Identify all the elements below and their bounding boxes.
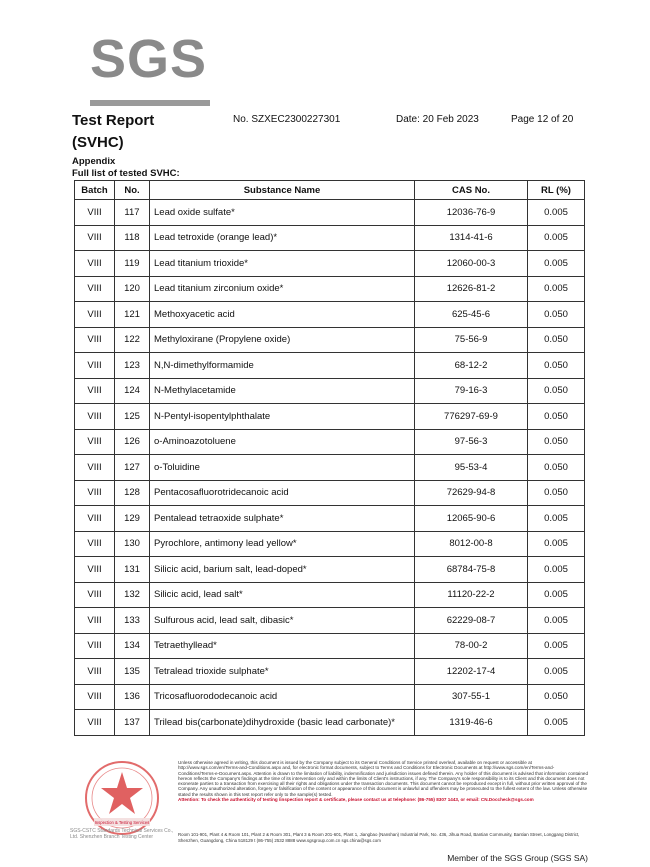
cell-no: 127 [115, 455, 150, 481]
cell-no: 130 [115, 531, 150, 557]
cell-cas: 68784-75-8 [415, 557, 528, 583]
cell-substance: Tricosafluorododecanoic acid [150, 684, 415, 710]
cell-cas: 97-56-3 [415, 429, 528, 455]
cell-no: 119 [115, 251, 150, 277]
col-cas: CAS No. [415, 181, 528, 200]
cell-batch: VIII [75, 251, 115, 277]
cell-no: 129 [115, 506, 150, 532]
cell-rl: 0.050 [528, 429, 585, 455]
cell-no: 121 [115, 302, 150, 328]
cell-cas: 1319-46-6 [415, 710, 528, 736]
cell-substance: Lead tetroxide (orange lead)* [150, 225, 415, 251]
cell-rl: 0.050 [528, 684, 585, 710]
table-row [75, 404, 585, 430]
cell-rl: 0.005 [528, 225, 585, 251]
cell-no: 133 [115, 608, 150, 634]
cell-rl: 0.050 [528, 353, 585, 379]
cell-batch: VIII [75, 659, 115, 685]
table-row [75, 302, 585, 328]
table-row [75, 531, 585, 557]
cell-rl: 0.050 [528, 378, 585, 404]
cell-cas: 11120-22-2 [415, 582, 528, 608]
cell-rl: 0.005 [528, 200, 585, 226]
cell-batch: VIII [75, 225, 115, 251]
cell-batch: VIII [75, 302, 115, 328]
table-row [75, 506, 585, 532]
page-number: Page 12 of 20 [511, 114, 574, 125]
table-row [75, 608, 585, 634]
svhc-table [74, 180, 585, 736]
cell-batch: VIII [75, 531, 115, 557]
cell-no: 134 [115, 633, 150, 659]
report-date: Date: 20 Feb 2023 [396, 114, 479, 125]
cell-cas: 75-56-9 [415, 327, 528, 353]
cell-no: 117 [115, 200, 150, 226]
cell-rl: 0.050 [528, 302, 585, 328]
table-row [75, 684, 585, 710]
cell-no: 132 [115, 582, 150, 608]
address-text: Room 101-901, Plant 4 & Room 101, Plant 2 & Room 301, Plant 3 & Room 201-601, Plant 1, Jiangbao (Nanshan) Industrial Park, No. 436, Jihua Road, Bantian Community, Bantian Street, Longgang District, Shenzhen, Guangdong, China 518129 t (86-755) 2532 8888 www.sgsgroup.com.cn sgs.china@sgs.com [178, 832, 580, 843]
logo-underline [90, 100, 210, 106]
disclaimer-text [178, 760, 590, 802]
cell-batch: VIII [75, 200, 115, 226]
cell-no: 131 [115, 557, 150, 583]
cell-batch: VIII [75, 327, 115, 353]
cell-batch: VIII [75, 608, 115, 634]
cell-batch: VIII [75, 557, 115, 583]
seal-label: Inspection & Testing Services [94, 820, 150, 825]
cell-substance: Tetralead trioxide sulphate* [150, 659, 415, 685]
cell-cas: 78-00-2 [415, 633, 528, 659]
cell-cas: 1314-41-6 [415, 225, 528, 251]
appendix-heading: Appendix [72, 156, 116, 167]
cell-substance: Trilead bis(carbonate)dihydroxide (basic lead carbonate)* [150, 710, 415, 736]
table-row [75, 710, 585, 736]
cell-substance: Lead titanium trioxide* [150, 251, 415, 277]
cell-rl: 0.005 [528, 506, 585, 532]
table-row [75, 327, 585, 353]
cell-substance: Pyrochlore, antimony lead yellow* [150, 531, 415, 557]
cell-substance: o-Aminoazotoluene [150, 429, 415, 455]
cell-batch: VIII [75, 506, 115, 532]
cell-no: 136 [115, 684, 150, 710]
cell-cas: 12065-90-6 [415, 506, 528, 532]
table-header-row [75, 181, 585, 200]
table-row [75, 582, 585, 608]
cell-substance: Pentacosafluorotridecanoic acid [150, 480, 415, 506]
cell-no: 135 [115, 659, 150, 685]
cell-rl: 0.005 [528, 582, 585, 608]
cell-no: 128 [115, 480, 150, 506]
cell-batch: VIII [75, 404, 115, 430]
cell-cas: 79-16-3 [415, 378, 528, 404]
cell-cas: 95-53-4 [415, 455, 528, 481]
report-number: No. SZXEC2300227301 [233, 114, 341, 125]
cell-substance: o-Toluidine [150, 455, 415, 481]
cell-cas: 12036-76-9 [415, 200, 528, 226]
cell-batch: VIII [75, 353, 115, 379]
cell-rl: 0.005 [528, 557, 585, 583]
cell-rl: 0.050 [528, 404, 585, 430]
col-rl: RL (%) [528, 181, 585, 200]
cell-cas: 307-55-1 [415, 684, 528, 710]
cell-cas: 68-12-2 [415, 353, 528, 379]
cell-substance: N,N-dimethylformamide [150, 353, 415, 379]
cell-substance: Lead oxide sulfate* [150, 200, 415, 226]
cell-no: 118 [115, 225, 150, 251]
table-row [75, 225, 585, 251]
cell-substance: Silicic acid, barium salt, lead-doped* [150, 557, 415, 583]
cell-batch: VIII [75, 429, 115, 455]
table-row [75, 455, 585, 481]
cell-rl: 0.005 [528, 251, 585, 277]
table-row [75, 353, 585, 379]
cell-substance: Silicic acid, lead salt* [150, 582, 415, 608]
cell-batch: VIII [75, 455, 115, 481]
cell-batch: VIII [75, 582, 115, 608]
sgs-logo [90, 29, 208, 90]
cell-no: 126 [115, 429, 150, 455]
table-row [75, 200, 585, 226]
cell-rl: 0.005 [528, 710, 585, 736]
cell-no: 120 [115, 276, 150, 302]
cell-no: 137 [115, 710, 150, 736]
cell-rl: 0.050 [528, 480, 585, 506]
col-no: No. [115, 181, 150, 200]
cell-batch: VIII [75, 710, 115, 736]
cell-cas: 62229-08-7 [415, 608, 528, 634]
cell-cas: 776297-69-9 [415, 404, 528, 430]
cell-batch: VIII [75, 378, 115, 404]
cell-substance: N-Methylacetamide [150, 378, 415, 404]
cell-no: 122 [115, 327, 150, 353]
cell-substance: Methoxyacetic acid [150, 302, 415, 328]
cell-no: 123 [115, 353, 150, 379]
attention-text: Attention: To check the authenticity of testing /inspection report & certificate, please contact us at telephone: (86-755) 8307 1443, or email: CN.Doccheck@sgs.com [178, 797, 534, 803]
table-row [75, 378, 585, 404]
cell-batch: VIII [75, 276, 115, 302]
col-substance: Substance Name [150, 181, 415, 200]
cell-substance: Sulfurous acid, lead salt, dibasic* [150, 608, 415, 634]
cell-no: 124 [115, 378, 150, 404]
footer [70, 758, 590, 850]
cell-cas: 12202-17-4 [415, 659, 528, 685]
cell-no: 125 [115, 404, 150, 430]
table-row [75, 659, 585, 685]
cell-substance: Tetraethyllead* [150, 633, 415, 659]
cell-cas: 625-45-6 [415, 302, 528, 328]
cell-substance: Pentalead tetraoxide sulphate* [150, 506, 415, 532]
cell-rl: 0.005 [528, 608, 585, 634]
cell-rl: 0.050 [528, 455, 585, 481]
cell-cas: 12626-81-2 [415, 276, 528, 302]
table-row [75, 429, 585, 455]
cell-rl: 0.005 [528, 531, 585, 557]
report-subtitle: (SVHC) [72, 134, 124, 151]
cell-substance: Lead titanium zirconium oxide* [150, 276, 415, 302]
disclaimer: Unless otherwise agreed in writing, this document is issued by the Company subject to its General Conditions of Service printed overleaf, available on request or accessible at http://www.sgs.com/en/Terms-and-Conditions.aspx and, for electronic format documents, subject to Terms and Conditions for Electronic Documents at http://www.sgs.com/en/Terms-and-Conditions/Terms-e-Document.aspx. Attention is drawn to the limitation of liability, indemnification and jurisdiction issues defined therein. Any holder of this document is advised that information contained hereon reflects the Company's findings at the time of its intervention only and within the limits of Client's instructions, if any. The Company's sole responsibility is to its Client and this document does not exonerate parties to a transaction from exercising all their rights and obligations under the transaction documents. This document cannot be reproduced except in full, without prior written approval of the Company. Any unauthorized alteration, forgery or falsification of the content or appearance of this document is unlawful and offenders may be prosecuted to the fullest extent of the law. Unless otherwise stated the results shown in this test report refer only to the sample(s) tested. [178, 760, 588, 797]
cell-substance: Methyloxirane (Propylene oxide) [150, 327, 415, 353]
col-batch: Batch [75, 181, 115, 200]
full-list-heading: Full list of tested SVHC: [72, 168, 180, 179]
cell-batch: VIII [75, 684, 115, 710]
table-row [75, 251, 585, 277]
table-row [75, 557, 585, 583]
cell-rl: 0.005 [528, 659, 585, 685]
logo-text: SGS [90, 29, 208, 89]
cell-cas: 72629-94-8 [415, 480, 528, 506]
table-row [75, 276, 585, 302]
cell-cas: 12060-00-3 [415, 251, 528, 277]
member-note: Member of the SGS Group (SGS SA) [447, 853, 588, 863]
cell-rl: 0.050 [528, 327, 585, 353]
cell-batch: VIII [75, 633, 115, 659]
cell-rl: 0.005 [528, 633, 585, 659]
table-row [75, 633, 585, 659]
report-title: Test Report [72, 112, 155, 129]
table-row [75, 480, 585, 506]
branch-name: SGS-CSTC Standards Technical Services Co., Ltd. Shenzhen Branch Testing Center [70, 828, 174, 840]
cell-rl: 0.005 [528, 276, 585, 302]
cell-batch: VIII [75, 480, 115, 506]
cell-substance: N-Pentyl-isopentylphthalate [150, 404, 415, 430]
cell-cas: 8012-00-8 [415, 531, 528, 557]
